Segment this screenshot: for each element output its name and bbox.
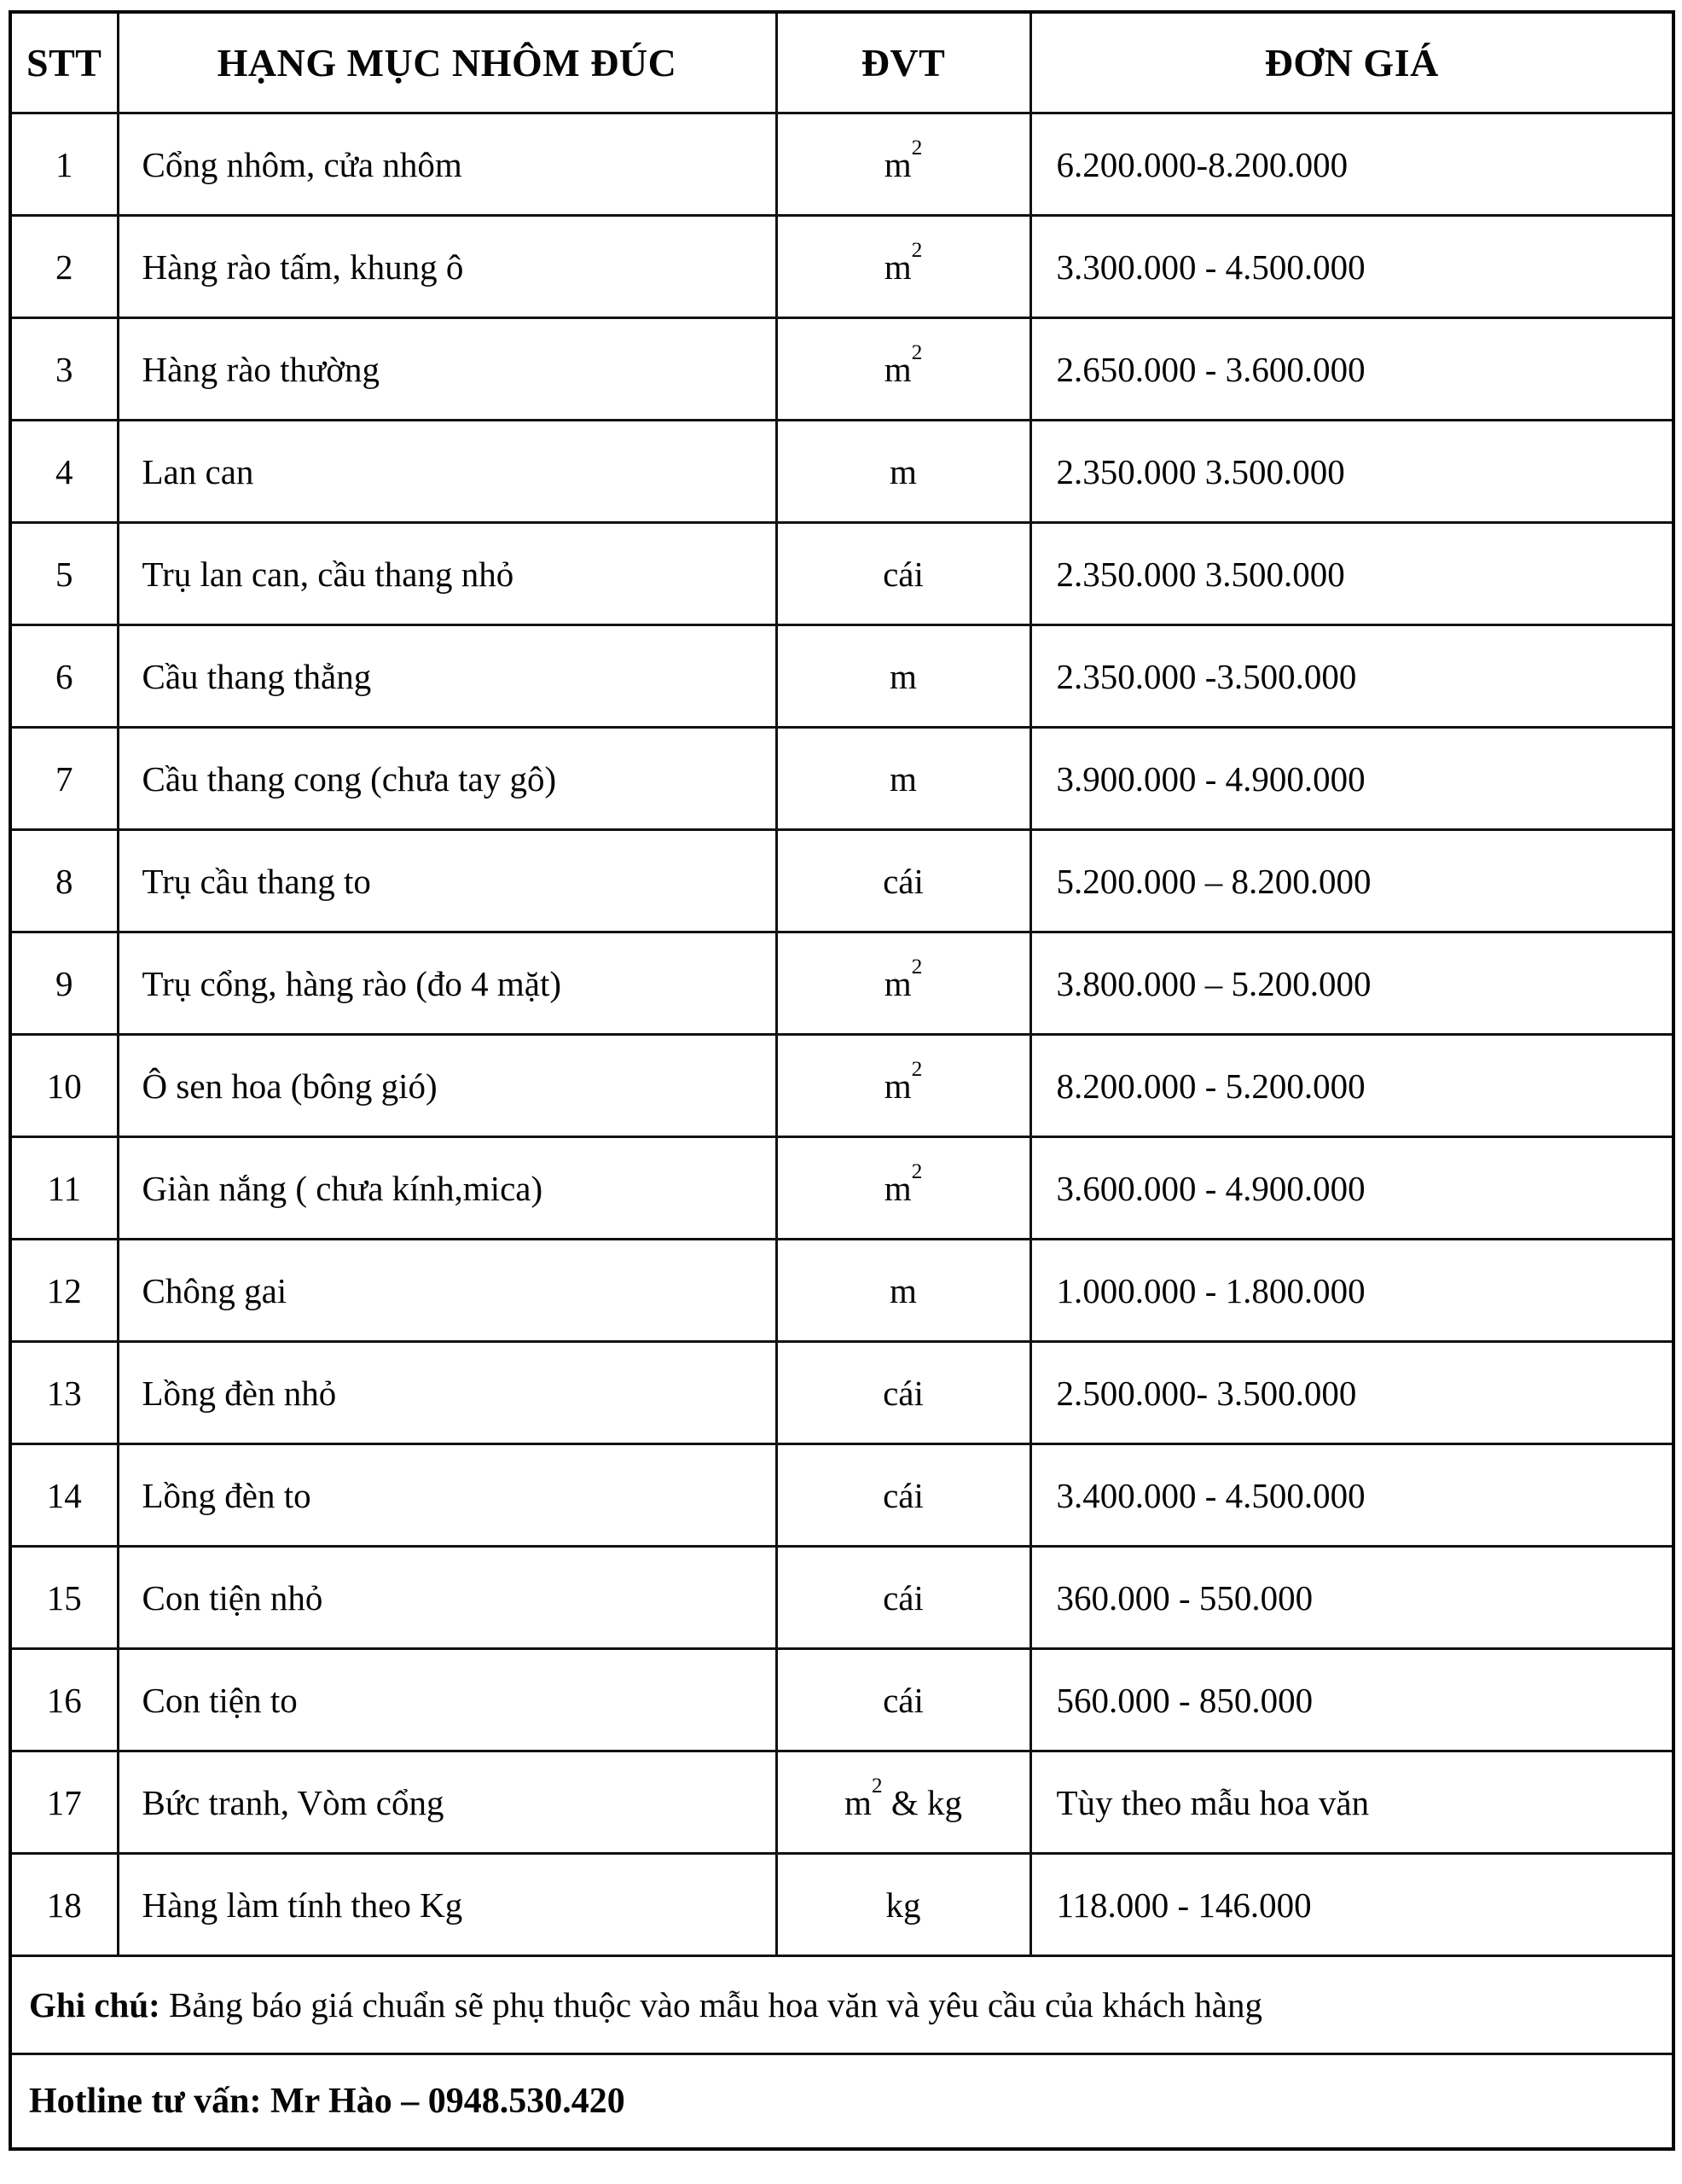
cell-item: Hàng rào tấm, khung ô [118, 216, 776, 318]
hotline-row [10, 2054, 1673, 2150]
cell-price: 560.000 - 850.000 [1030, 1649, 1673, 1751]
cell-price: 2.650.000 - 3.600.000 [1030, 318, 1673, 421]
cell-unit: $m^2$ [776, 113, 1030, 216]
cell-item: Chông gai [118, 1240, 776, 1342]
price-table [9, 10, 1675, 2151]
cell-stt: 18 [10, 1854, 118, 1956]
cell-price: 2.500.000- 3.500.000 [1030, 1342, 1673, 1444]
cell-unit: m [776, 1240, 1030, 1342]
table-row [10, 421, 1673, 523]
table-row [10, 1444, 1673, 1547]
cell-price: 8.200.000 - 5.200.000 [1030, 1035, 1673, 1137]
cell-unit: cái [776, 1342, 1030, 1444]
table-row [10, 1854, 1673, 1956]
cell-unit: m [776, 728, 1030, 830]
cell-stt: 3 [10, 318, 118, 421]
cell-price: Tùy theo mẫu hoa văn [1030, 1751, 1673, 1854]
cell-unit: $m^2$ [776, 932, 1030, 1035]
table-row [10, 932, 1673, 1035]
note-text: Bảng báo giá chuẩn sẽ phụ thuộc vào mẫu hoa văn và yêu cầu của khách hàng [160, 1985, 1262, 2024]
table-row [10, 728, 1673, 830]
cell-price: 3.600.000 - 4.900.000 [1030, 1137, 1673, 1240]
cell-stt: 9 [10, 932, 118, 1035]
table-header [10, 12, 1673, 113]
table-row [10, 1751, 1673, 1854]
cell-unit: $m^2$ [776, 216, 1030, 318]
cell-unit: $m^2$ [776, 1137, 1030, 1240]
cell-price: 2.350.000 -3.500.000 [1030, 625, 1673, 728]
header-row [10, 12, 1673, 113]
cell-unit: $m^2$ & kg [776, 1751, 1030, 1854]
cell-unit: cái [776, 1547, 1030, 1649]
table-row [10, 1035, 1673, 1137]
cell-unit: cái [776, 1649, 1030, 1751]
note-cell [10, 1956, 1673, 2054]
cell-stt: 17 [10, 1751, 118, 1854]
cell-item: Con tiện nhỏ [118, 1547, 776, 1649]
cell-stt: 14 [10, 1444, 118, 1547]
cell-stt: 2 [10, 216, 118, 318]
cell-item: Ô sen hoa (bông gió) [118, 1035, 776, 1137]
cell-stt: 10 [10, 1035, 118, 1137]
cell-item: Cầu thang cong (chưa tay gô) [118, 728, 776, 830]
table-row [10, 318, 1673, 421]
header-stt: STT [10, 12, 118, 113]
header-price: ĐƠN GIÁ [1030, 12, 1673, 113]
table-row [10, 113, 1673, 216]
cell-item: Bức tranh, Vòm cổng [118, 1751, 776, 1854]
table-row [10, 1137, 1673, 1240]
header-unit: ĐVT [776, 12, 1030, 113]
cell-price: 6.200.000-8.200.000 [1030, 113, 1673, 216]
cell-price: 3.400.000 - 4.500.000 [1030, 1444, 1673, 1547]
note-label: Ghi chú: [29, 1985, 160, 2024]
cell-price: 3.900.000 - 4.900.000 [1030, 728, 1673, 830]
cell-stt: 16 [10, 1649, 118, 1751]
cell-stt: 12 [10, 1240, 118, 1342]
cell-price: 3.300.000 - 4.500.000 [1030, 216, 1673, 318]
cell-item: Con tiện to [118, 1649, 776, 1751]
cell-unit: cái [776, 830, 1030, 932]
table-body [10, 113, 1673, 2150]
cell-stt: 15 [10, 1547, 118, 1649]
hotline-cell: Hotline tư vấn: Mr Hào – 0948.530.420 [10, 2054, 1673, 2150]
cell-price: 3.800.000 – 5.200.000 [1030, 932, 1673, 1035]
header-item: HẠNG MỤC NHÔM ĐÚC [118, 12, 776, 113]
cell-item: Giàn nắng ( chưa kính,mica) [118, 1137, 776, 1240]
table-row [10, 830, 1673, 932]
cell-item: Lồng đèn to [118, 1444, 776, 1547]
table-row [10, 625, 1673, 728]
cell-stt: 6 [10, 625, 118, 728]
cell-price: 5.200.000 – 8.200.000 [1030, 830, 1673, 932]
table-row [10, 1240, 1673, 1342]
cell-price: 360.000 - 550.000 [1030, 1547, 1673, 1649]
table-row [10, 1342, 1673, 1444]
cell-stt: 5 [10, 523, 118, 625]
cell-item: Trụ cầu thang to [118, 830, 776, 932]
cell-item: Cổng nhôm, cửa nhôm [118, 113, 776, 216]
cell-item: Lan can [118, 421, 776, 523]
table-row [10, 1649, 1673, 1751]
cell-price: 1.000.000 - 1.800.000 [1030, 1240, 1673, 1342]
table-row [10, 1547, 1673, 1649]
cell-unit: $m^2$ [776, 318, 1030, 421]
cell-unit: m [776, 625, 1030, 728]
cell-unit: m [776, 421, 1030, 523]
table-row [10, 523, 1673, 625]
table-row [10, 216, 1673, 318]
cell-stt: 1 [10, 113, 118, 216]
note-row [10, 1956, 1673, 2054]
cell-stt: 4 [10, 421, 118, 523]
cell-stt: 13 [10, 1342, 118, 1444]
cell-unit: $m^2$ [776, 1035, 1030, 1137]
cell-unit: cái [776, 523, 1030, 625]
cell-unit: kg [776, 1854, 1030, 1956]
cell-item: Lồng đèn nhỏ [118, 1342, 776, 1444]
cell-item: Trụ cổng, hàng rào (đo 4 mặt) [118, 932, 776, 1035]
cell-item: Cầu thang thẳng [118, 625, 776, 728]
cell-stt: 11 [10, 1137, 118, 1240]
cell-item: Hàng làm tính theo Kg [118, 1854, 776, 1956]
cell-item: Hàng rào thường [118, 318, 776, 421]
cell-unit: cái [776, 1444, 1030, 1547]
cell-stt: 8 [10, 830, 118, 932]
cell-item: Trụ lan can, cầu thang nhỏ [118, 523, 776, 625]
cell-price: 118.000 - 146.000 [1030, 1854, 1673, 1956]
cell-price: 2.350.000 3.500.000 [1030, 421, 1673, 523]
cell-stt: 7 [10, 728, 118, 830]
cell-price: 2.350.000 3.500.000 [1030, 523, 1673, 625]
